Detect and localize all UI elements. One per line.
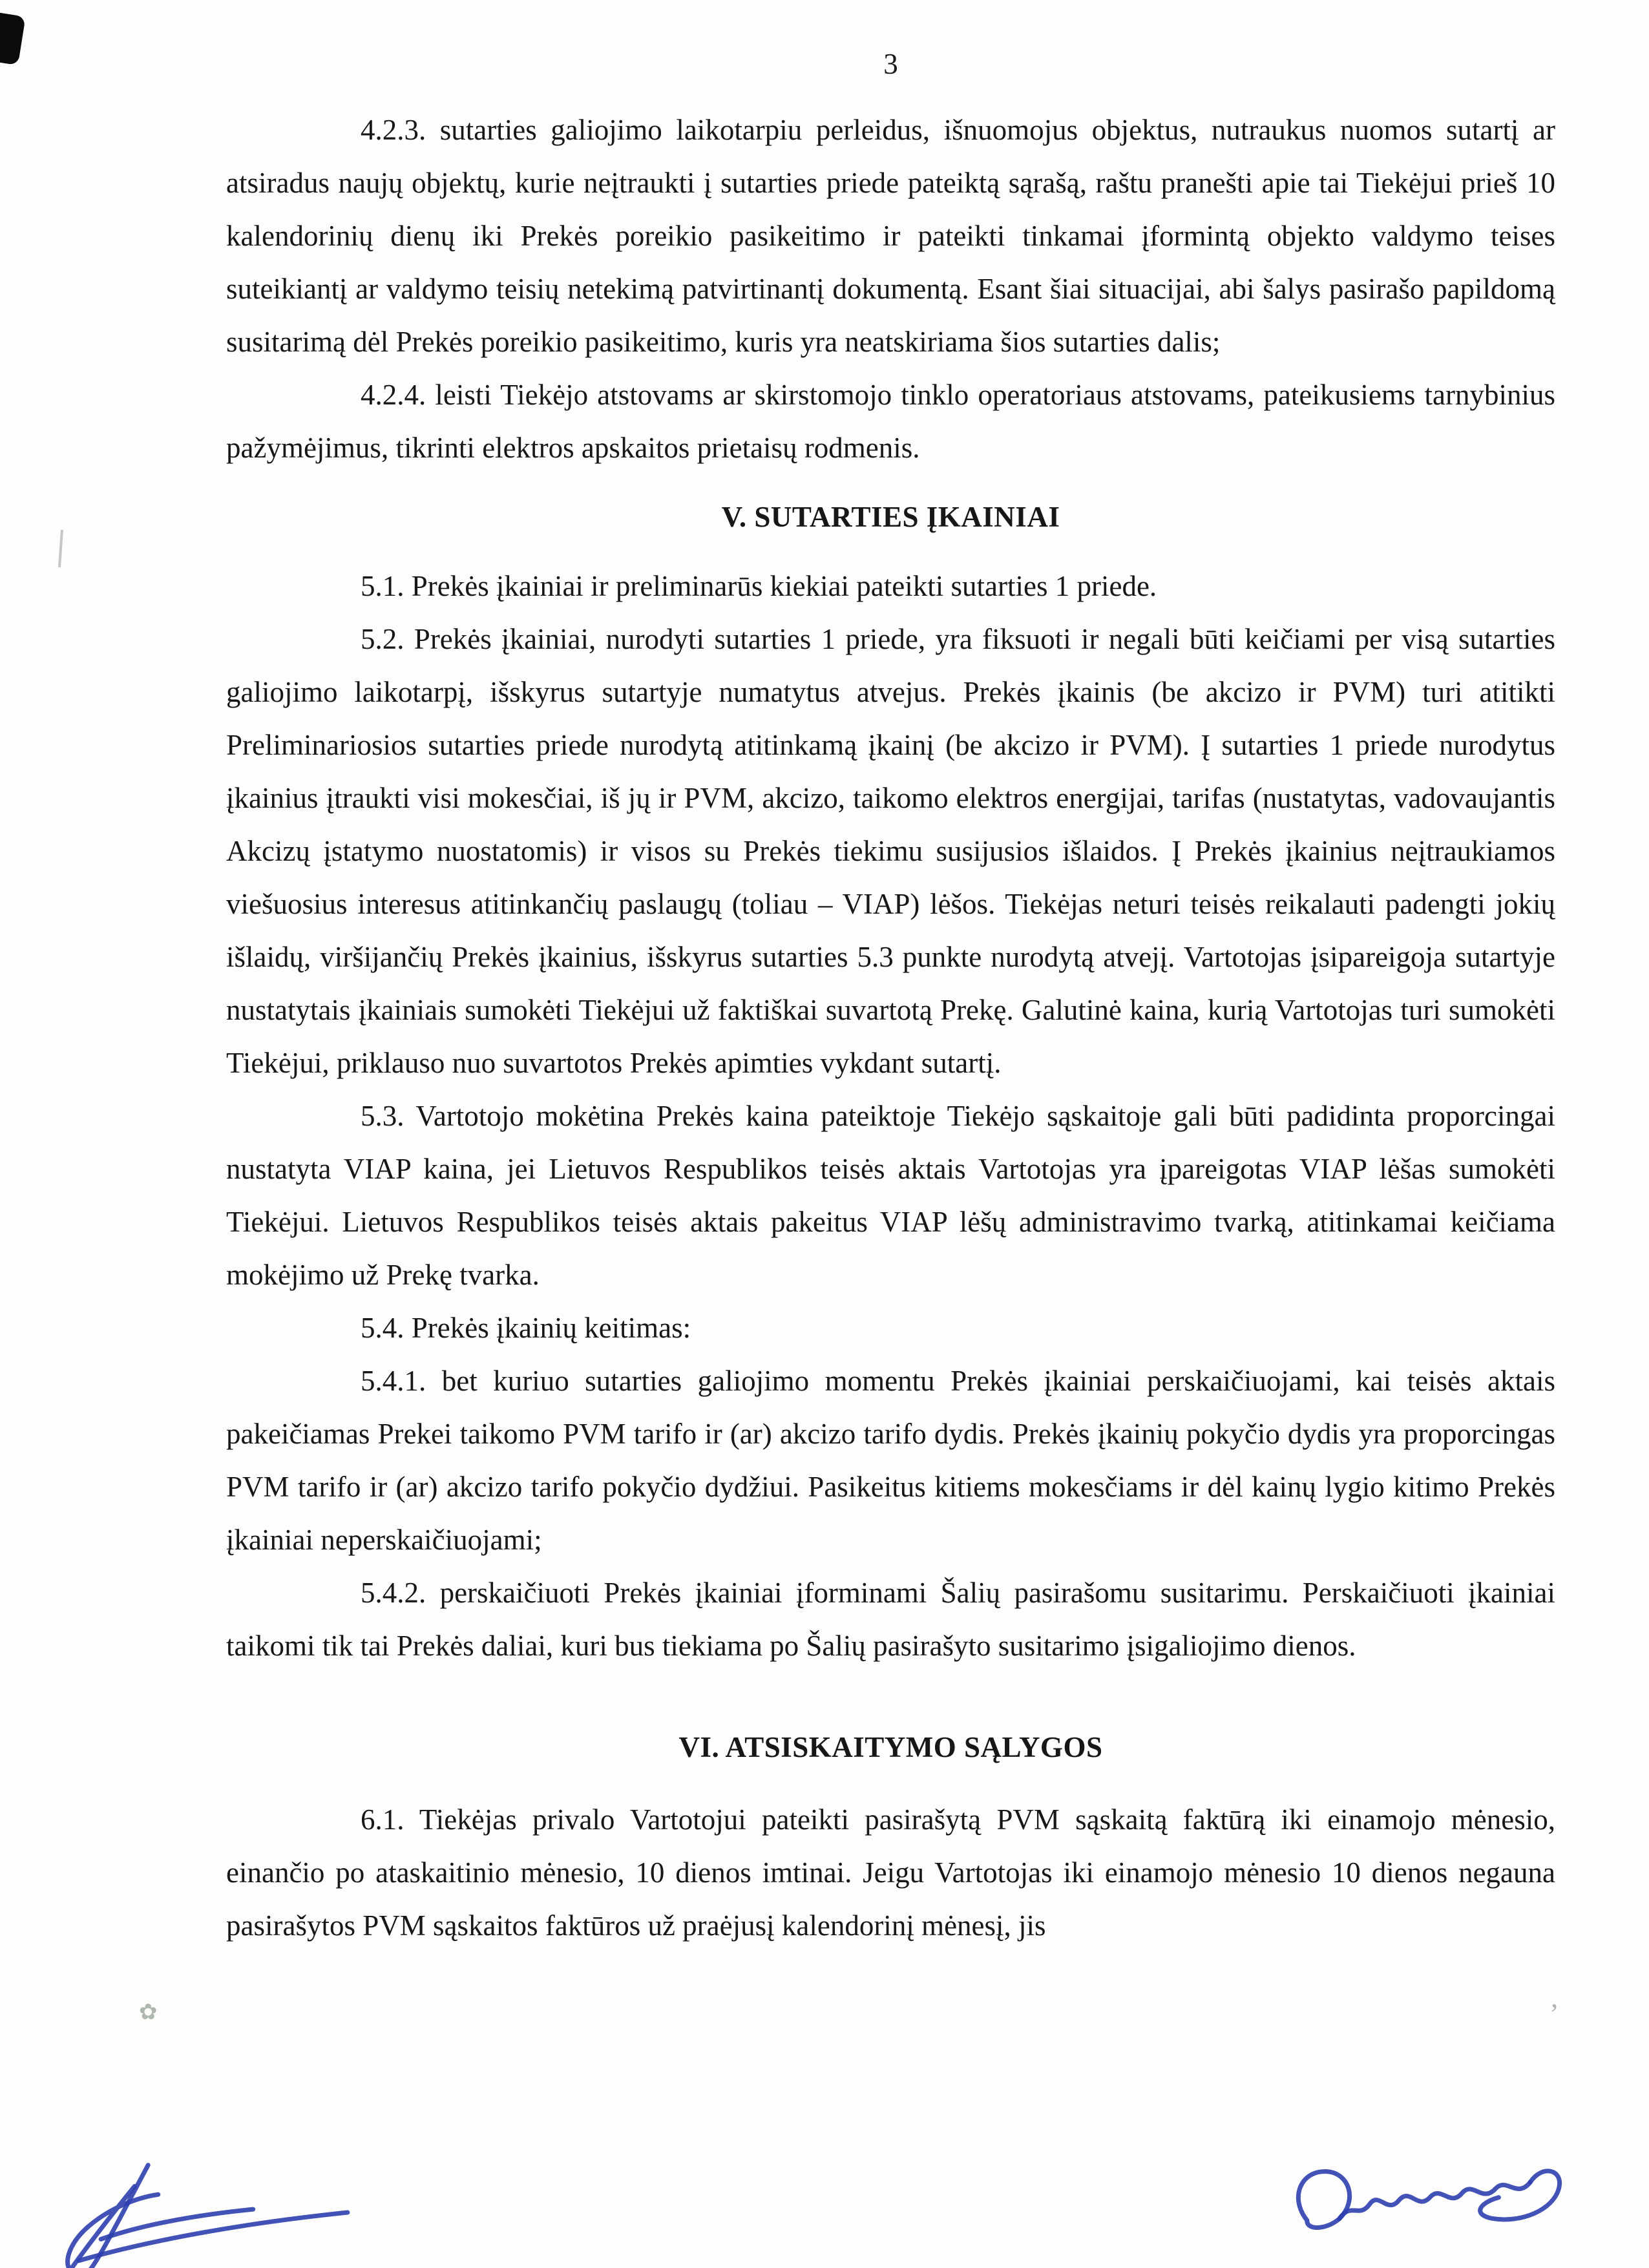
clause-4-2-4: 4.2.4. leisti Tiekėjo atstovams ar skirstomojo tinklo operatoriaus atstovams, pateikusiems tarnybinius pažymėjimus, tikrinti elektros apskaitos prietaisų rodmenis. <box>226 379 1555 464</box>
section-heading-vi: VI. ATSISKAITYMO SĄLYGOS <box>678 1731 1103 1763</box>
left-signature <box>37 2152 364 2268</box>
clause-5-2: 5.2. Prekės įkainiai, nurodyti sutarties 1 priede, yra fiksuoti ir negali būti keičiami per visą sutarties galiojimo laikotarpį, išskyrus sutartyje numatytus atvejus. Prekės įkainis (be akcizo ir PVM) turi atitikti Preliminariosios sutarties priede nurodytą atitinkamą įkainį (be akcizo ir PVM). Į sutarties 1 priede nurodytus įkainius įtraukti visi mokesčiai, iš jų ir PVM, akcizo, taikomo elektros energijai, tarifas (nustatytas, vadovaujantis Akcizų įstatymo nuostatomis) ir visos su Prekės tiekimu susijusios išlaidos. Į Prekės įkainius neįtraukiamos viešuosius interesus atitinkančių paslaugų (toliau – VIAP) lėšos. Tiekėjas neturi teisės reikalauti padengti jokių išlaidų, viršijančių Prekės įkainius, išskyrus sutarties 5.3 punkte nurodytą atvejį. Vartotojas įsipareigoja sutartyje nustatytais įkainiais sumokėti Tiekėjui už faktiškai suvartotą Prekę. Galutinė kaina, kurią Vartotojas turi sumokėti Tiekėjui, priklauso nuo suvartotos Prekės apimties vykdant sutartį. <box>226 623 1555 1079</box>
clause-5-3: 5.3. Vartotojo mokėtina Prekės kaina pateiktoje Tiekėjo sąskaitoje gali būti padidinta proporcingai nustatyta VIAP kaina, jei Lietuvos Respublikos teisės aktais Vartotojas yra įpareigotas VIAP lėšas sumokėti Tiekėjui. Lietuvos Respublikos teisės aktais pakeitus VIAP lėšų administravimo tvarką, atitinkamai keičiama mokėjimo už Prekę tvarka. <box>226 1100 1555 1291</box>
clause-5-1: 5.1. Prekės įkainiai ir preliminarūs kiekiai pateikti sutarties 1 priede. <box>361 570 1157 602</box>
clause-6-1: 6.1. Tiekėjas privalo Vartotojui pateikti pasirašytą PVM sąskaitą faktūrą iki einamojo mėnesio, einančio po ataskaitinio mėnesio, 10 dienos imtinai. Jeigu Vartotojas iki einamojo mėnesio 10 dienos negauna pasirašytos PVM sąskaitos faktūros už praėjusį kalendorinį mėnesį, jis <box>226 1803 1555 1942</box>
right-signature <box>1257 2143 1612 2268</box>
clause-5-4-2: 5.4.2. perskaičiuoti Prekės įkainiai įforminami Šalių pasirašomu susitarimu. Perskaičiuoti įkainiai taikomi tik tai Prekės daliai, kuri bus tiekiama po Šalių pasirašyto susitarimo įsigaliojimo dienos. <box>226 1577 1555 1662</box>
clause-5-4: 5.4. Prekės įkainių keitimas: <box>361 1312 691 1344</box>
scan-artifact-stray-mark: ’ <box>1549 1998 1559 2030</box>
clause-5-4-1: 5.4.1. bet kuriuo sutarties galiojimo momentu Prekės įkainiai perskaičiuojami, kai teisės aktais pakeičiamas Prekei taikomo PVM tarifo ir (ar) akcizo tarifo dydis. Prekės įkainių pokyčio dydis yra proporcingas PVM tarifo ir (ar) akcizo tarifo pokyčio dydžiui. Pasikeitus kitiems mokesčiams ir dėl kainų lygio kitimo Prekės įkainiai neperskaičiuojami; <box>226 1365 1555 1556</box>
clause-4-2-3: 4.2.3. sutarties galiojimo laikotarpiu perleidus, išnuomojus objektus, nutraukus nuomos sutartį ar atsiradus naujų objektų, kurie neįtraukti į sutarties priede pateiktą sąrašą, raštu pranešti apie tai Tiekėjui prieš 10 kalendorinių dienų iki Prekės poreikio pasikeitimo ir pateikti tinkamai įformintą objekto valdymo teises suteikiantį ar valdymo teisių netekimą patvirtinantį dokumentą. Esant šiai situacijai, abi šalys pasirašo papildomą susitarimą dėl Prekės poreikio pasikeitimo, kuris yra neatskiriama šios sutarties dalis; <box>226 114 1555 358</box>
scan-artifact-stamp: ✿ <box>139 2000 158 2024</box>
page-number: 3 <box>883 48 898 80</box>
section-heading-v: V. SUTARTIES ĮKAINIAI <box>721 501 1060 533</box>
